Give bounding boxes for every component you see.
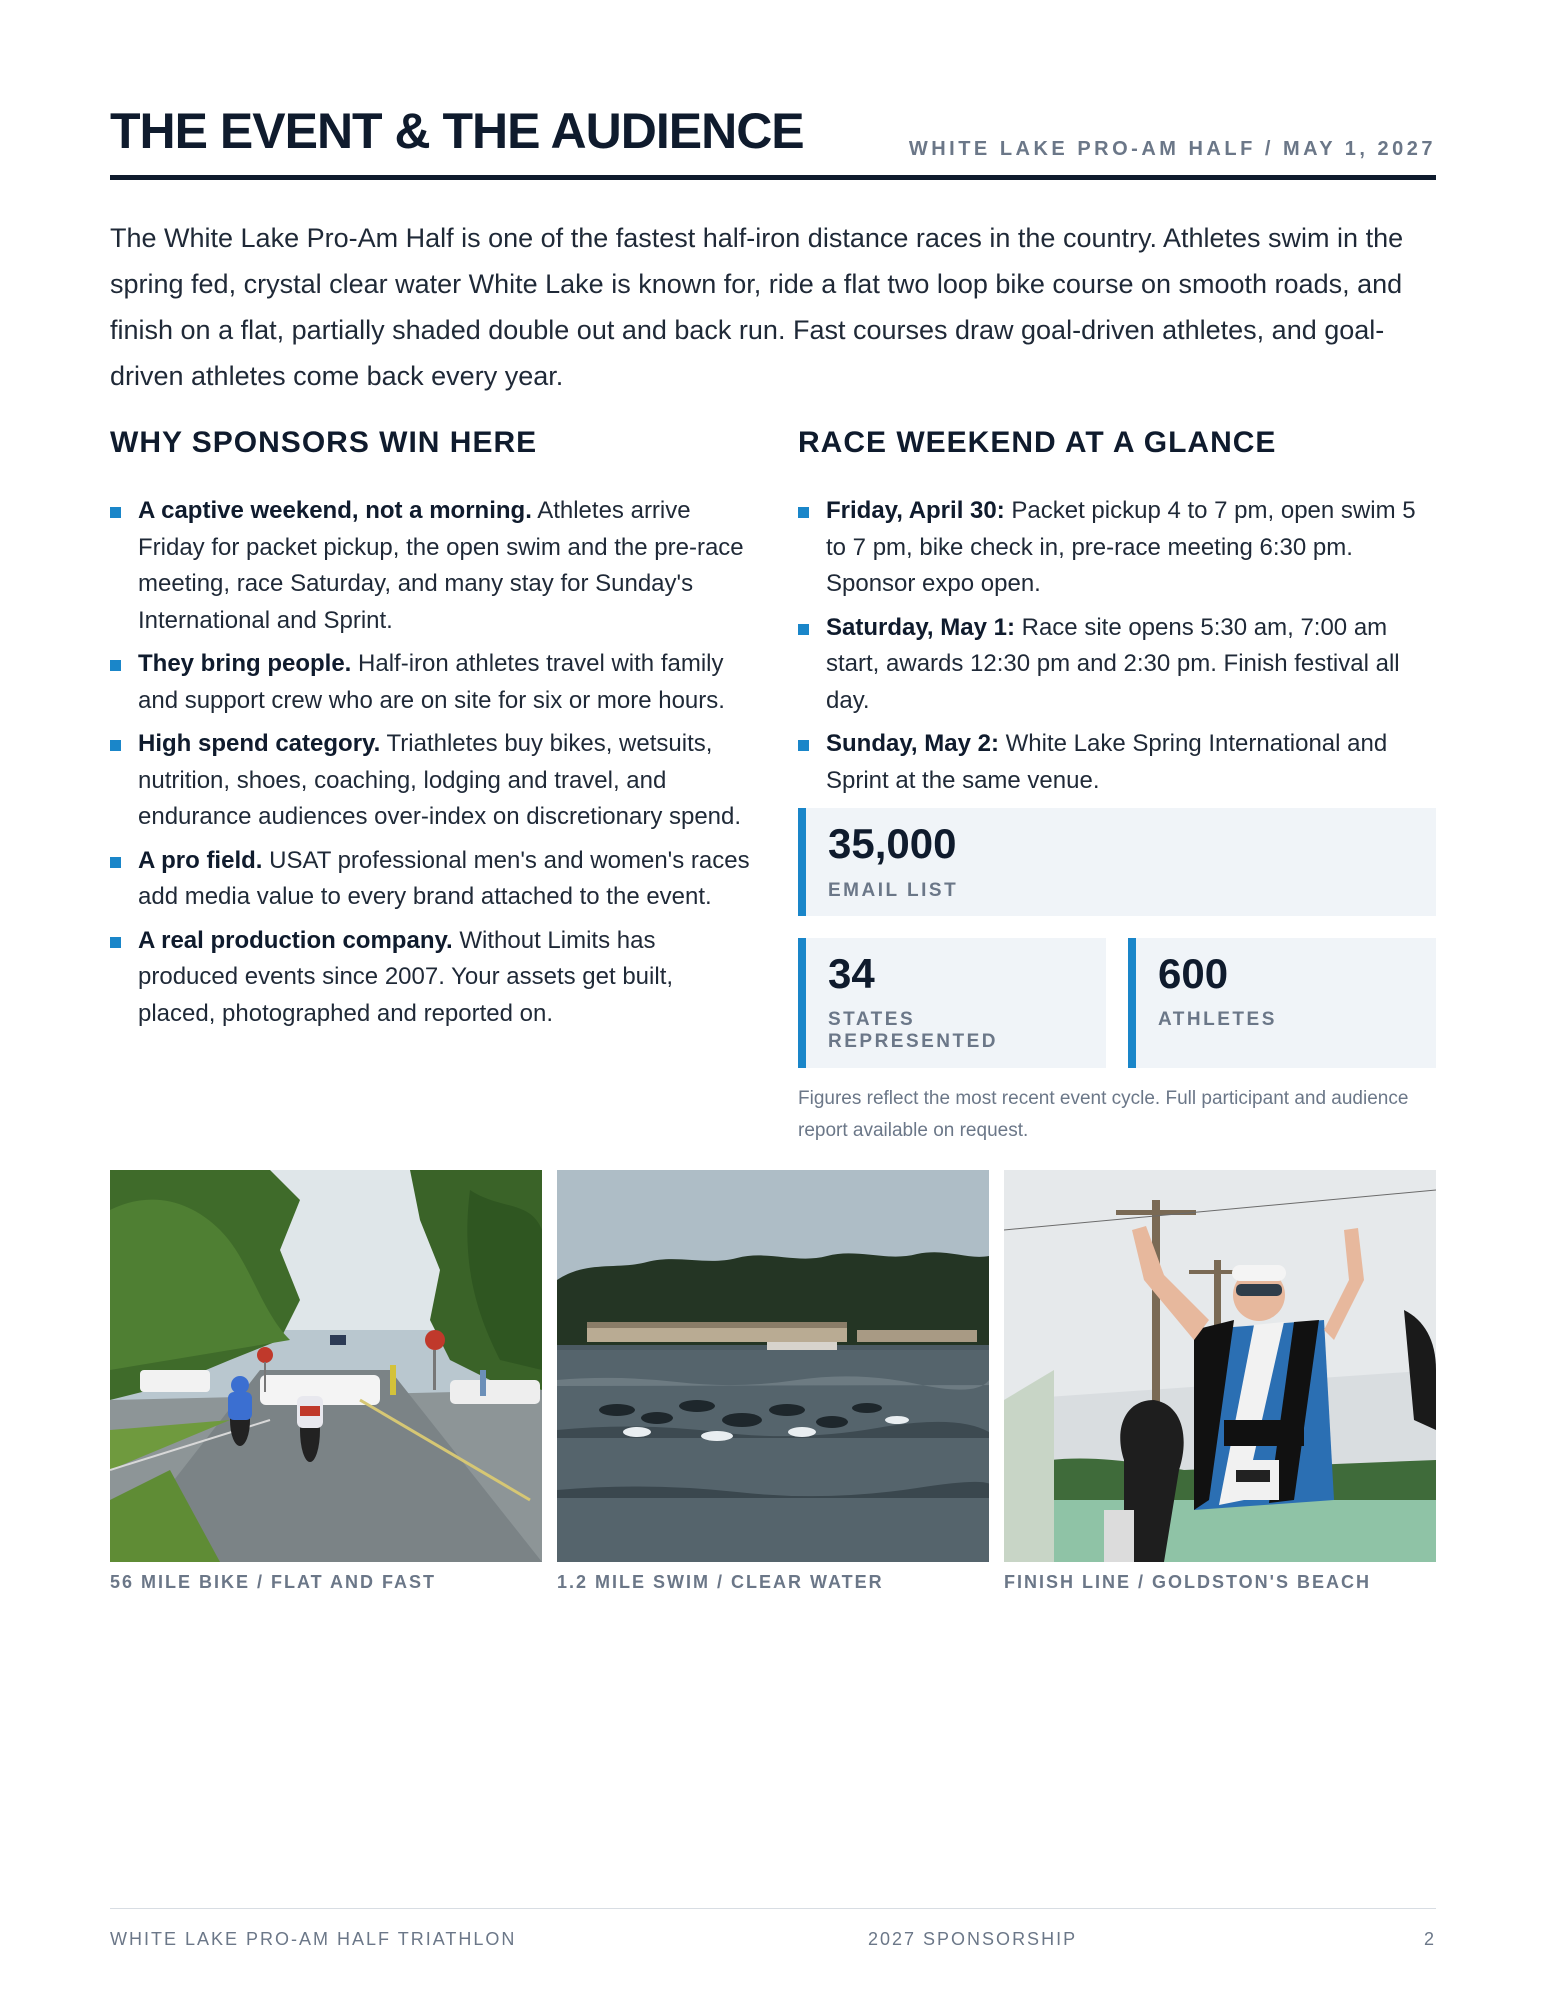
stat-label: STATES REPRESENTED	[828, 1009, 999, 1052]
finish-photo-image	[1004, 1170, 1436, 1562]
stat-athletes	[1128, 938, 1436, 1068]
bullet-square-icon	[110, 857, 121, 868]
bullet-lead: A real production company.	[138, 926, 453, 954]
page-subtitle: WHITE LAKE PRO-AM HALF / MAY 1, 2027	[908, 138, 1436, 160]
bullet-text: Athletes arrive Friday for packet pickup, the open swim and the pre-race meeting, race Saturday, and many stay for Sunday's International and Sprint.	[138, 497, 744, 634]
page-header	[110, 98, 1436, 180]
photo-strip	[110, 1170, 1436, 1590]
bullet-lead: Sunday, May 2:	[826, 730, 999, 757]
photo-caption: FINISH LINE / GOLDSTON'S BEACH	[1004, 1572, 1371, 1592]
bullet-text: Packet pickup 4 to 7 pm, open swim 5 to 7 pm, bike check in, pre-race meeting 6:30 pm. Sponsor expo open.	[826, 497, 1416, 597]
list-item	[110, 923, 750, 1033]
stats-footnote: Figures reflect the most recent event cycle. Full participant and audience report available on request.	[798, 1088, 1409, 1141]
weekend-list	[798, 493, 1436, 799]
list-item	[798, 610, 1436, 720]
weekend-heading: RACE WEEKEND AT A GLANCE	[798, 426, 1277, 459]
finish-photo	[1004, 1170, 1436, 1562]
sponsors-heading: WHY SPONSORS WIN HERE	[110, 426, 538, 459]
list-item	[110, 493, 750, 639]
page-title: THE EVENT & THE AUDIENCE	[110, 103, 804, 159]
stat-states-represented	[798, 938, 1106, 1068]
bullet-text: Without Limits has produced events since 2007. Your assets get built, placed, photographed and reported on.	[138, 926, 674, 1027]
stat-value: 35,000	[828, 820, 957, 867]
bullet-text: Half-iron athletes travel with family and support crew who are on site for six or more hours.	[138, 650, 725, 714]
bullet-square-icon	[798, 507, 809, 518]
stat-value: 600	[1158, 950, 1229, 997]
bullet-text: USAT professional men's and women's races add media value to every brand attached to the event.	[138, 846, 750, 910]
bullet-text: Triathletes buy bikes, wetsuits, nutrition, shoes, coaching, lodging and travel, and endurance audiences over-index on discretionary spend.	[138, 730, 742, 830]
intro-paragraph: The White Lake Pro-Am Half is one of the fastest half-iron distance races in the country. Athletes swim in the spring fed, crystal clear water White Lake is known for, ride a flat two loop bike course on smooth roads, and finish on a flat, partially shaded double out and back run. Fast courses draw goal-driven athletes, and goal-driven athletes come back every year.	[110, 223, 1404, 391]
bullet-square-icon	[110, 740, 121, 751]
bullet-square-icon	[798, 740, 809, 751]
bullet-lead: Saturday, May 1:	[826, 613, 1015, 641]
bullet-square-icon	[110, 507, 121, 518]
bullet-lead: High spend category.	[138, 730, 381, 757]
stat-label: ATHLETES	[1158, 1009, 1277, 1030]
stat-email-list	[798, 808, 1436, 916]
bullet-lead: A pro field.	[138, 846, 263, 874]
bullet-square-icon	[110, 937, 121, 948]
bullet-text: Race site opens 5:30 am, 7:00 am start, awards 12:30 pm and 2:30 pm. Finish festival all day.	[826, 613, 1400, 714]
swim-photo	[557, 1170, 989, 1562]
bullet-lead: They bring people.	[138, 650, 352, 677]
page	[110, 0, 1436, 2000]
bullet-text: White Lake Spring International and Sprint at the same venue.	[826, 730, 1388, 794]
page-footer	[110, 1908, 1436, 1958]
bike-photo	[110, 1170, 542, 1562]
list-item	[110, 726, 750, 836]
bullet-lead: Friday, April 30:	[826, 497, 1005, 524]
list-item	[798, 493, 1436, 603]
photo-caption: 1.2 MILE SWIM / CLEAR WATER	[557, 1572, 884, 1592]
swim-photo-image	[557, 1170, 989, 1562]
sponsors-list	[110, 493, 750, 1032]
weekend-column	[798, 423, 1436, 1141]
stat-label: EMAIL LIST	[828, 880, 959, 901]
bike-photo-image	[110, 1170, 542, 1562]
footer-center: 2027 SPONSORSHIP	[868, 1929, 1078, 1949]
bullet-lead: A captive weekend, not a morning.	[138, 497, 532, 524]
list-item	[110, 646, 750, 719]
stat-value: 34	[828, 950, 875, 997]
list-item	[110, 843, 750, 916]
page-number: 2	[1423, 1929, 1436, 1949]
list-item	[798, 726, 1436, 799]
photo-caption: 56 MILE BIKE / FLAT AND FAST	[110, 1572, 437, 1592]
footer-left: WHITE LAKE PRO-AM HALF TRIATHLON	[110, 1929, 517, 1949]
bullet-square-icon	[110, 660, 121, 671]
sponsors-column	[110, 423, 750, 1039]
bullet-square-icon	[798, 624, 809, 635]
